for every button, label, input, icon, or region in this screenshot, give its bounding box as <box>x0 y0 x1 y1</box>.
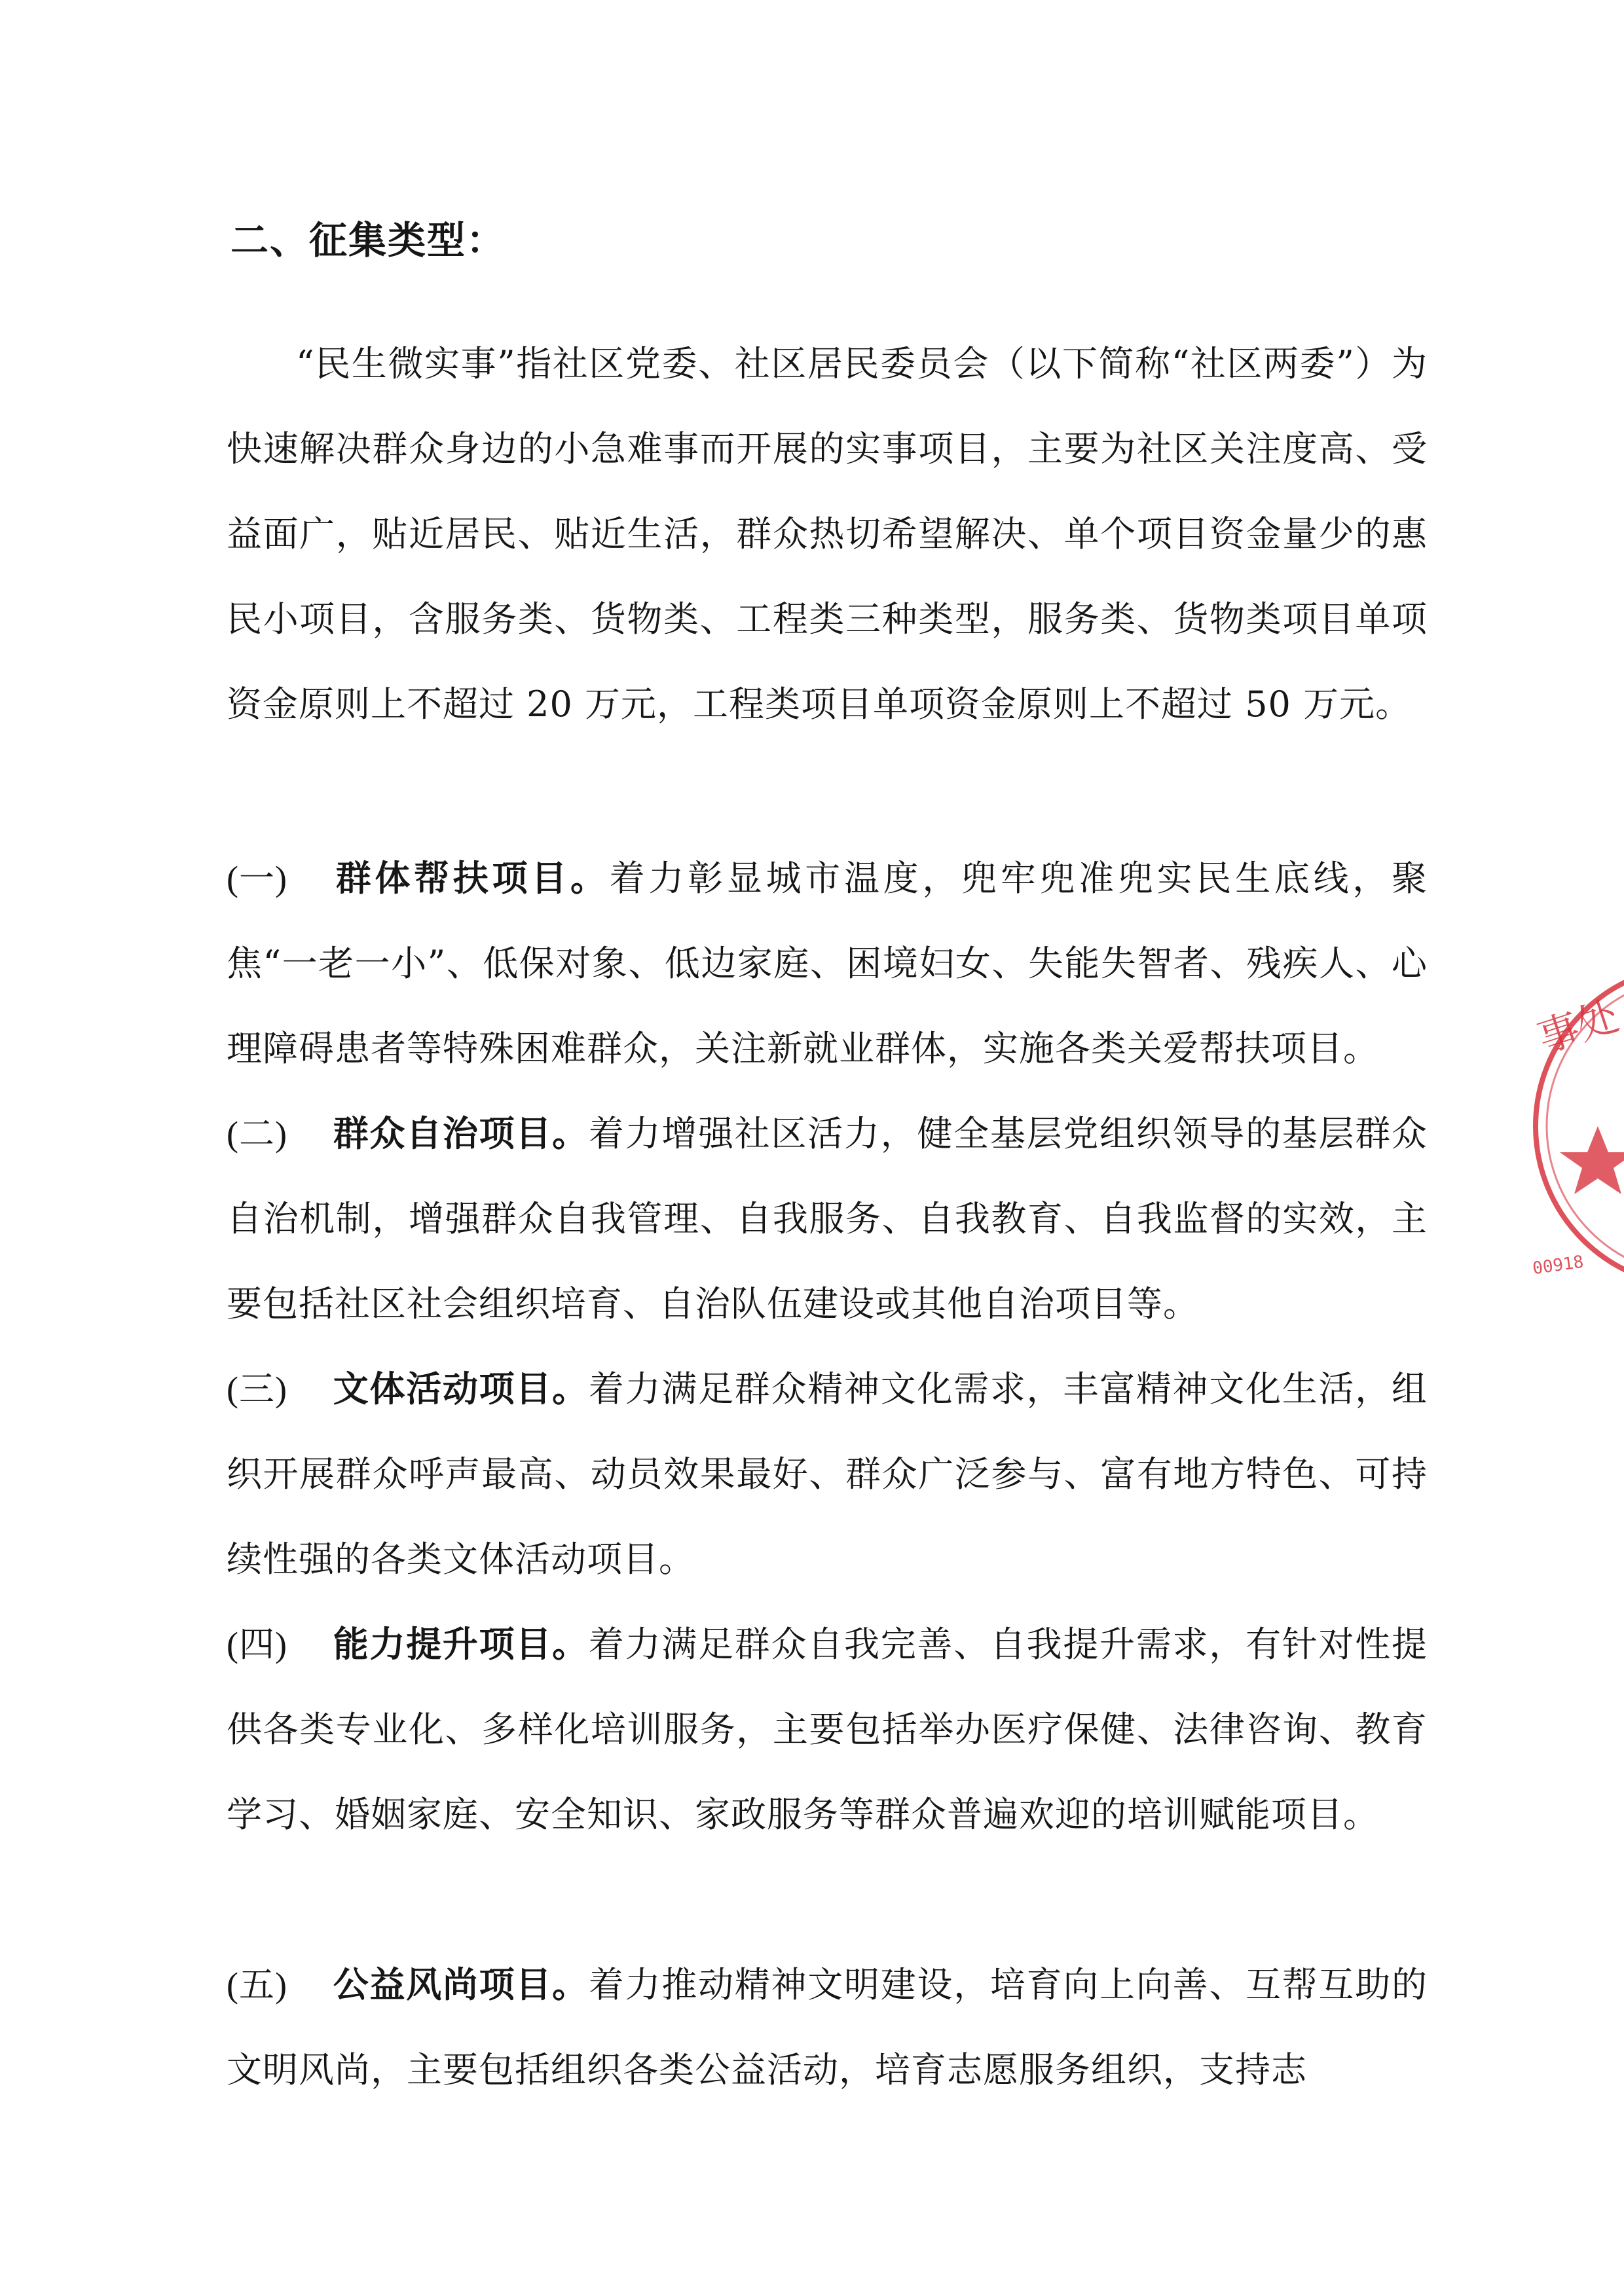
item-number: (一) <box>227 859 287 898</box>
list-item <box>227 1601 1428 1857</box>
item-body: 着力增强社区活力，健全基层党组织领导的基层群众自治机制，增强群众自我管理、自我服务、自我教育、自我监督的实效，主要包括社区社会组织培育、自治队伍建设或其他自治项目等。 <box>227 1113 1428 1324</box>
item-title: 群体帮扶项目。 <box>333 857 610 899</box>
item-title: 公益风尚项目。 <box>333 1963 589 2005</box>
item-number: (五) <box>227 1965 287 2005</box>
list-item <box>227 835 1428 1091</box>
seal-star-icon <box>1560 1126 1624 1194</box>
item-number: (四) <box>227 1625 287 1664</box>
list-item <box>227 1942 1428 2113</box>
seal-text: 事处 <box>1532 991 1624 1063</box>
section-heading: 二、征集类型： <box>231 218 506 263</box>
list-item <box>227 1091 1428 1347</box>
item-body: 着力满足群众精神文化需求，丰富精神文化生活，组织开展群众呼声最高、动员效果最好、群众广泛参与、富有地方特色、可持续性强的各类文体活动项目。 <box>227 1368 1428 1580</box>
item-number: (三) <box>227 1370 287 1409</box>
item-body: 着力推动精神文明建设，培育向上向善、互帮互助的文明风尚，主要包括组织各类公益活动，培育志愿服务组织，支持志 <box>227 1964 1428 2090</box>
list-item <box>227 1346 1428 1602</box>
item-title: 群众自治项目。 <box>333 1112 589 1154</box>
item-number: (二) <box>227 1114 287 1154</box>
intro-paragraph: “民生微实事”指社区党委、社区居民委员会（以下简称“社区两委”）为快速解决群众身边的小急难事而开展的实事项目，主要为社区关注度高、受益面广，贴近居民、贴近生活，群众热切希望解决、单个项目资金量少的惠民小项目，含服务类、货物类、工程类三种类型，服务类、货物类项目单项资金原则上不超过 20 万元，工程类项目单项资金原则上不超过 50 万元。 <box>227 343 1428 725</box>
official-seal <box>1519 956 1624 1296</box>
item-body: 着力满足群众自我完善、自我提升需求，有针对性提供各类专业化、多样化培训服务，主要包括举办医疗保健、法律咨询、教育学习、婚姻家庭、安全知识、家政服务等群众普遍欢迎的培训赋能项目。 <box>227 1624 1428 1835</box>
seal-serial: 00918 <box>1531 1252 1585 1279</box>
item-title: 能力提升项目。 <box>333 1623 589 1665</box>
seal-graphic <box>1519 956 1624 1296</box>
item-title: 文体活动项目。 <box>333 1368 589 1410</box>
item-body: 着力彰显城市温度，兜牢兜准兜实民生底线，聚焦“一老一小”、低保对象、低边家庭、困境妇女、失能失智者、残疾人、心理障碍患者等特殊困难群众，关注新就业群体，实施各类关爱帮扶项目。 <box>227 858 1428 1069</box>
